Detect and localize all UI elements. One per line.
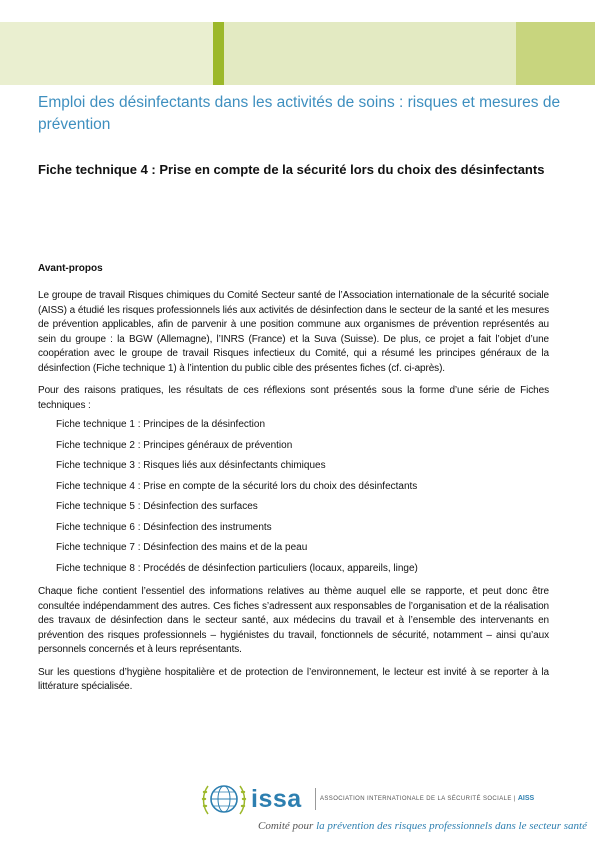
committee-tagline-rest: la prévention des risques professionnels dans le secteur santé [316,820,587,832]
committee-tagline-lead: Comité pour [258,820,314,832]
logo-divider [315,788,316,810]
organization-name: ASSOCIATION INTERNATIONALE DE LA SÉCURITÉ SOCIALE | AISS [320,795,535,802]
sheet-list-item: Fiche technique 1 : Principes de la désinfection [56,419,266,430]
header-band-mid [224,22,516,85]
document-body [38,262,549,703]
sheet-list-item: Fiche technique 7 : Désinfection des mains et de la peau [56,542,308,553]
document-subtitle: Fiche technique 4 : Prise en compte de la sécurité lors du choix des désinfectants [38,162,545,177]
sheet-list-item: Fiche technique 4 : Prise en compte de la sécurité lors du choix des désinfectants [56,480,418,492]
sheet-list-item: Fiche technique 2 : Principes généraux de prévention [56,439,293,451]
document-title: Emploi des désinfectants dans les activités de soins : risques et mesures de prévention [38,94,561,133]
header-band-light [0,22,213,85]
sheet-list-item: Fiche technique 8 : Procédés de désinfection particuliers (locaux, appareils, linge) [56,562,418,574]
committee-tagline [258,820,587,832]
header-band-accent [213,22,224,85]
paragraph-intro: Le groupe de travail Risques chimiques du Comité Secteur santé de l’Association internationale de la sécurité sociale (AISS) a étudié les risques professionnels liés aux activités de désinfection dans le secteur de la santé et les mesures de prévention applicables, afin de parvenir à une position commune aux organismes de prévention représentés au sein du groupe : la BGW (Allemagne), l’INRS (France) et la Suva (Suisse). De plus, ce projet a fait l’objet d’une coopération avec le groupe de travail Risques infectieux du Comité, qui a résumé les principes généraux de la désinfection (Fiche technique 1) à l’intention du public cible des présentes fiches (cf. ci-après). [38,290,549,374]
issa-logo-text: issa [251,785,302,813]
header-color-bands [0,22,595,85]
paragraph-audience: Chaque fiche contient l’essentiel des informations relatives au thème auquel elle se rapporte, et peut donc être consultée indépendamment des autres. Ces fiches s’adressent aux responsables de l’organisation et de la réalisation des travaux de désinfection dans le secteur santé, aux médecins du travail et à l’ensemble des intervenants en prévention des risques professionnels – hygiénistes du travail, fonctionnels de sécurité, notamment – ainsi qu’aux personnels concernés et à leurs représentants. [38,586,549,655]
sheet-list-item: Fiche technique 3 : Risques liés aux désinfectants chimiques [56,460,326,471]
organization-full-name: ASSOCIATION INTERNATIONALE DE LA SÉCURITÉ SOCIALE [320,796,512,802]
sheet-list [56,415,549,579]
paragraph-references: Sur les questions d’hygiène hospitalière et de protection de l’environnement, le lecteur est invité à se reporter à la littérature spécialisée. [38,666,549,692]
sheet-list-item: Fiche technique 6 : Désinfection des instruments [56,521,272,533]
globe-laurel-icon [200,780,248,820]
header-band-dark [516,22,595,85]
paragraph-series: Pour des raisons pratiques, les résultats de ces réflexions sont présentés sous la forme d’une série de Fiches techniques : [38,385,549,411]
footer-logo-block [200,780,590,836]
organization-abbreviation: AISS [517,795,535,802]
foreword-heading: Avant-propos [38,263,103,274]
sheet-list-item: Fiche technique 5 : Désinfection des surfaces [56,501,258,512]
